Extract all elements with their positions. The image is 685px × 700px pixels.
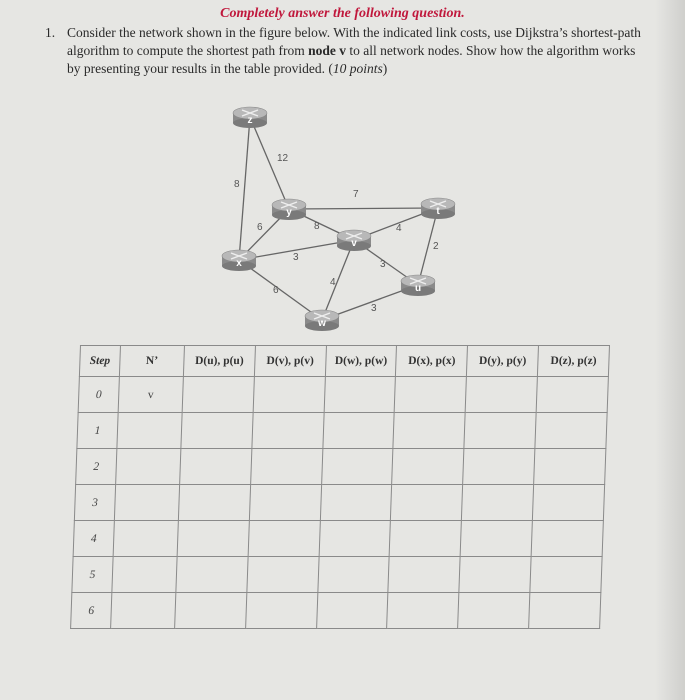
node-label: z xyxy=(247,115,253,126)
answer-cell[interactable] xyxy=(391,485,463,521)
answer-cell[interactable] xyxy=(178,485,250,521)
table-row xyxy=(78,377,608,413)
column-header: D(x), p(x) xyxy=(396,346,468,377)
answer-cell[interactable] xyxy=(249,485,321,521)
answer-cell[interactable] xyxy=(534,449,606,485)
question-text-part: to all network nodes. Show how the algorithm works by presenting your results in the table provided. ( xyxy=(67,43,636,76)
answer-cell[interactable] xyxy=(247,557,319,593)
question-bold: node v xyxy=(308,43,346,58)
router-icon xyxy=(272,199,306,220)
answer-cell[interactable] xyxy=(393,413,465,449)
link-cost: 6 xyxy=(273,285,279,296)
link-cost: 7 xyxy=(353,189,359,200)
table-row xyxy=(76,449,606,485)
router-icon xyxy=(305,310,339,331)
table-row xyxy=(74,485,604,521)
step-cell: 2 xyxy=(76,449,117,485)
question-text xyxy=(67,24,645,78)
answer-cell[interactable] xyxy=(459,557,531,593)
column-header: D(u), p(u) xyxy=(183,346,255,377)
step-cell: 3 xyxy=(74,485,115,521)
answer-cell[interactable] xyxy=(250,449,322,485)
router-icon xyxy=(401,275,435,296)
link-cost: 12 xyxy=(277,153,289,164)
n-prime-cell xyxy=(111,593,176,629)
answer-cell[interactable] xyxy=(530,557,602,593)
answer-cell[interactable] xyxy=(323,413,395,449)
table-row xyxy=(73,521,603,557)
node-label: w xyxy=(318,318,326,329)
answer-cell[interactable] xyxy=(533,485,605,521)
node-label: v xyxy=(351,238,357,249)
answer-cell[interactable] xyxy=(460,521,532,557)
link-y-t xyxy=(289,208,438,209)
link-cost: 8 xyxy=(234,179,240,190)
node-label: y xyxy=(286,207,292,218)
answer-cell[interactable] xyxy=(535,413,607,449)
answer-cell[interactable] xyxy=(464,413,536,449)
answer-cell[interactable] xyxy=(321,449,393,485)
question-1 xyxy=(45,24,645,78)
router-icon xyxy=(337,230,371,251)
column-header: Step xyxy=(79,346,120,377)
question-text-part: Consider the network shown in the figure below. With the indicated link costs, use Dijkstra’s shortest-path algorithm to compute the shortest path from xyxy=(67,25,641,58)
n-prime-cell xyxy=(112,557,177,593)
link-cost: 4 xyxy=(330,277,336,288)
answer-cell[interactable] xyxy=(536,377,608,413)
router-icon xyxy=(421,198,455,219)
answer-cell[interactable] xyxy=(529,593,601,629)
n-prime-cell xyxy=(113,521,178,557)
answer-cell[interactable] xyxy=(318,557,390,593)
question-number: 1. xyxy=(45,25,56,40)
answer-cell[interactable] xyxy=(176,557,248,593)
question-points: 10 points xyxy=(332,61,383,76)
network-diagram xyxy=(200,95,480,335)
n-prime-cell xyxy=(114,485,179,521)
n-prime-cell xyxy=(117,413,182,449)
answer-cell[interactable] xyxy=(395,377,467,413)
answer-cell[interactable] xyxy=(462,485,534,521)
column-header: D(v), p(v) xyxy=(254,346,326,377)
table-row xyxy=(71,593,601,629)
answer-cell[interactable] xyxy=(463,449,535,485)
answer-cell[interactable] xyxy=(253,377,325,413)
answer-cell[interactable] xyxy=(465,377,537,413)
answer-cell[interactable] xyxy=(387,593,459,629)
answer-cell[interactable] xyxy=(316,593,388,629)
answer-cell[interactable] xyxy=(324,377,396,413)
node-label: t xyxy=(436,206,440,217)
step-cell: 1 xyxy=(77,413,118,449)
answer-cell[interactable] xyxy=(319,521,391,557)
question-text-part: ) xyxy=(382,61,388,76)
link-cost: 2 xyxy=(433,241,439,252)
answer-cell[interactable] xyxy=(458,593,530,629)
table-row xyxy=(72,557,602,593)
link-cost: 3 xyxy=(293,252,299,263)
link-v-w xyxy=(322,240,354,320)
answer-cell[interactable] xyxy=(390,521,462,557)
answer-cell[interactable] xyxy=(252,413,324,449)
link-cost: 8 xyxy=(314,221,320,232)
step-cell: 6 xyxy=(71,593,112,629)
instruction-heading: Completely answer the following question. xyxy=(220,6,465,21)
link-cost: 3 xyxy=(380,259,386,270)
answer-cell[interactable] xyxy=(180,449,252,485)
step-cell: 4 xyxy=(73,521,114,557)
column-header: N’ xyxy=(119,346,184,377)
link-cost: 3 xyxy=(371,303,377,314)
router-icon xyxy=(233,107,267,128)
node-label: x xyxy=(236,258,242,269)
table-row xyxy=(77,413,607,449)
step-cell: 0 xyxy=(78,377,119,413)
n-prime-cell xyxy=(116,449,181,485)
link-cost: 6 xyxy=(257,222,263,233)
node-label: u xyxy=(414,283,422,294)
router-icon xyxy=(222,250,256,271)
n-prime-cell: v xyxy=(118,377,183,413)
answer-cell[interactable] xyxy=(245,593,317,629)
answer-cell[interactable] xyxy=(392,449,464,485)
answer-cell[interactable] xyxy=(320,485,392,521)
column-header: D(y), p(y) xyxy=(467,346,539,377)
dijkstra-table xyxy=(70,345,610,629)
column-header: D(z), p(z) xyxy=(538,346,610,377)
link-z-x xyxy=(239,117,250,260)
link-cost: 4 xyxy=(396,223,402,234)
answer-cell[interactable] xyxy=(388,557,460,593)
answer-cell[interactable] xyxy=(175,593,247,629)
answer-cell[interactable] xyxy=(182,377,254,413)
answer-cell[interactable] xyxy=(181,413,253,449)
step-cell: 5 xyxy=(72,557,113,593)
answer-cell[interactable] xyxy=(248,521,320,557)
column-header: D(w), p(w) xyxy=(325,346,397,377)
answer-cell[interactable] xyxy=(177,521,249,557)
photo-edge-shadow xyxy=(655,0,685,700)
answer-cell[interactable] xyxy=(531,521,603,557)
